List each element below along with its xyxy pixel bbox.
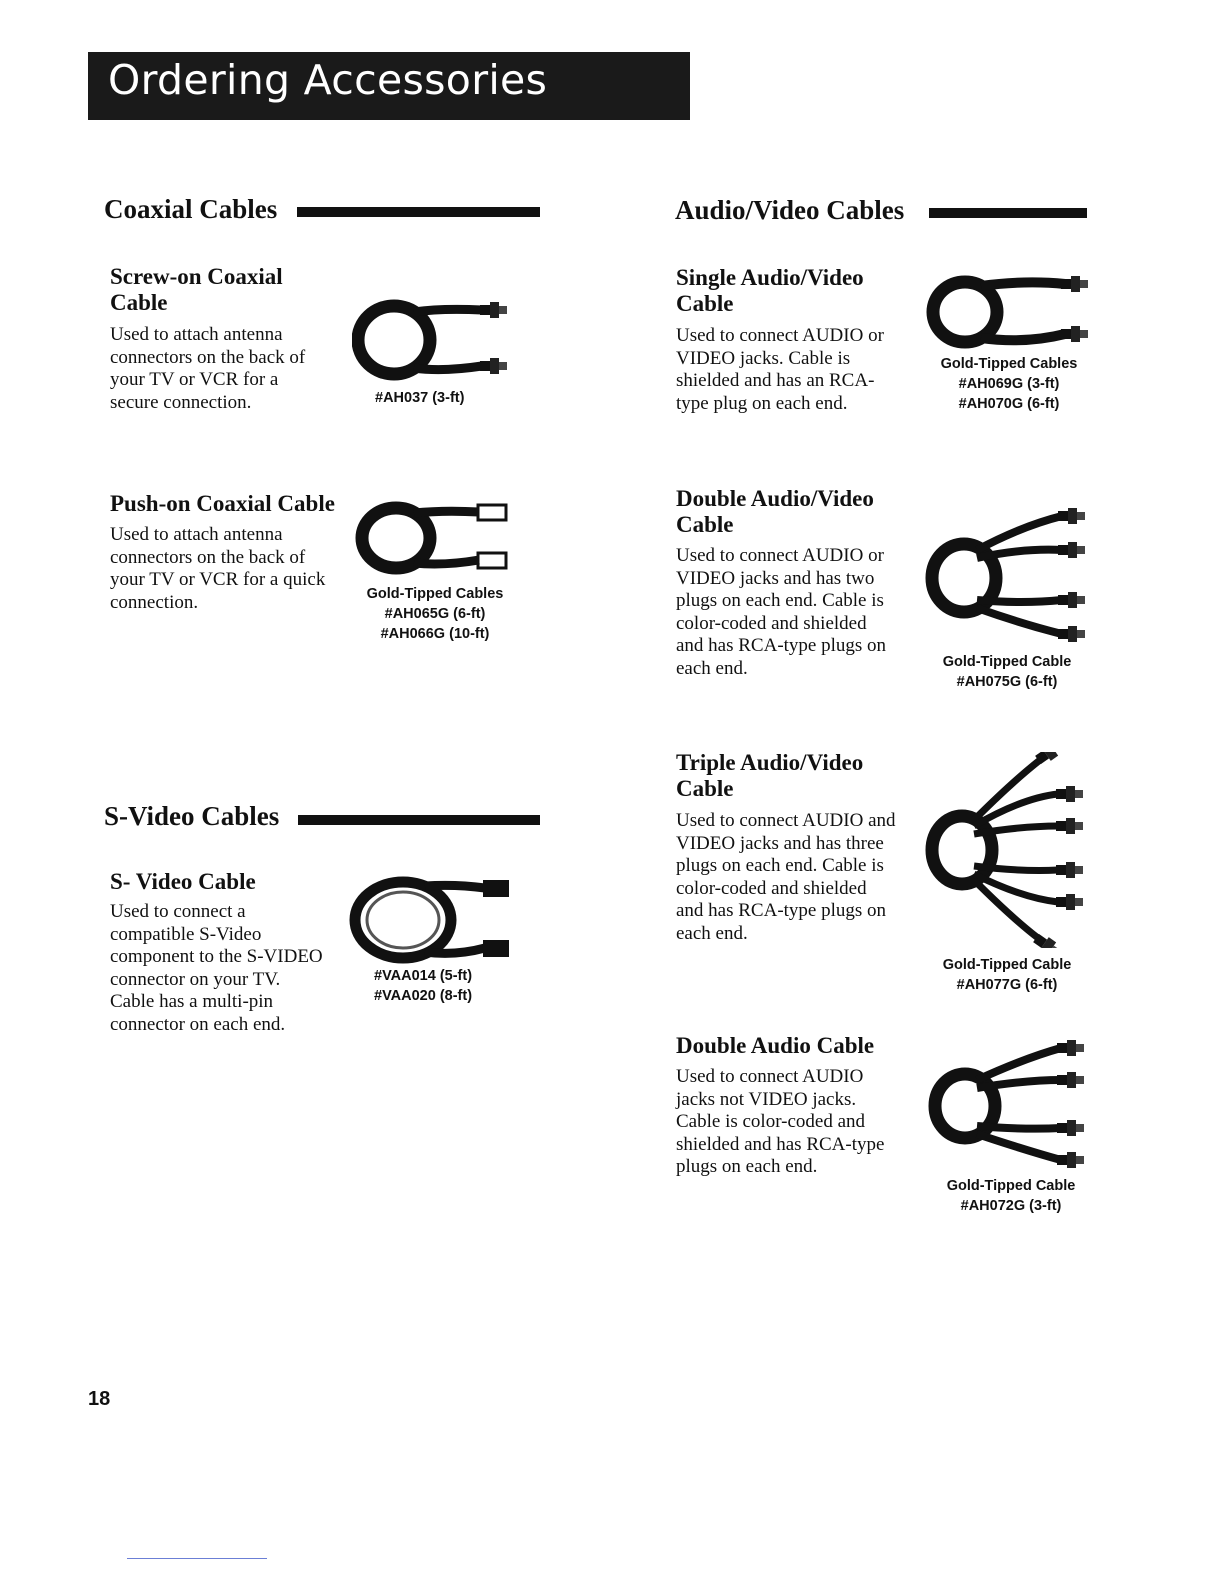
s-video-cable-title: S- Video Cable	[110, 869, 256, 894]
coaxial-cable-image	[352, 290, 512, 390]
push-on-coaxial-description: Used to attach antenna connectors on the back of your TV or VCR for a quick connection.	[110, 524, 326, 613]
s-video-cable-image	[345, 872, 525, 968]
page-title: Ordering Accessories	[108, 56, 548, 104]
double-av-description: Used to connect AUDIO or VIDEO jacks and has two plugs on each end. Cable is color-coded and shielded and has RCA-type plugs on each end.	[676, 545, 887, 679]
double-audio-description: Used to connect AUDIO jacks not VIDEO jacks. Cable is color-coded and shielded and has RCA-type plugs on each end.	[676, 1066, 885, 1177]
double-av-title: Double Audio/Video Cable	[676, 486, 874, 537]
single-av-cable-image	[925, 272, 1095, 352]
double-audio-title: Double Audio Cable	[676, 1033, 875, 1058]
triple-av-cable-image	[922, 752, 1092, 948]
double-av-parts: Gold-Tipped Cable #AH075G (6-ft)	[942, 654, 1072, 690]
triple-av-description: Used to connect AUDIO and VIDEO jacks and has three plugs on each end. Cable is color-coded and shielded and has RCA-type plugs on each end.	[676, 810, 896, 944]
s-video-cables-heading: S-Video Cables	[104, 801, 280, 831]
audio-video-cables-heading: Audio/Video Cables	[675, 195, 905, 225]
section-rule	[929, 208, 1087, 218]
double-audio-parts: Gold-Tipped Cable #AH072G (3-ft)	[946, 1178, 1076, 1214]
triple-av-parts: Gold-Tipped Cable #AH077G (6-ft)	[942, 957, 1072, 993]
triple-av-title: Triple Audio/Video Cable	[676, 750, 864, 801]
double-av-cable-image	[922, 506, 1092, 646]
single-av-title: Single Audio/Video Cable	[676, 265, 864, 316]
single-av-description: Used to connect AUDIO or VIDEO jacks. Cable is shielded and has an RCA- type plug on each end.	[676, 325, 884, 414]
push-on-coaxial-title: Push-on Coaxial Cable	[110, 491, 335, 516]
screw-on-coaxial-title: Screw-on Coaxial Cable	[110, 264, 283, 315]
double-audio-cable-image	[925, 1040, 1095, 1170]
screw-on-part-number: #AH037 (3-ft)	[375, 390, 465, 406]
single-av-parts: Gold-Tipped Cables #AH069G (3-ft) #AH070G (6-ft)	[940, 356, 1078, 412]
push-on-cable-image	[354, 496, 514, 582]
coaxial-cables-heading: Coaxial Cables	[104, 194, 278, 224]
page-number: 18	[88, 1388, 111, 1410]
footer-line	[127, 1558, 267, 1559]
section-rule	[298, 815, 540, 825]
s-video-parts: #VAA014 (5-ft) #VAA020 (8-ft)	[374, 968, 473, 1004]
s-video-cable-description: Used to connect a compatible S-Video component to the S-VIDEO connector on your TV. Cable has a multi-pin connector on each end.	[110, 901, 323, 1035]
section-rule	[297, 207, 540, 217]
screw-on-coaxial-description: Used to attach antenna connectors on the back of your TV or VCR for a secure connection.	[110, 324, 306, 413]
push-on-parts: Gold-Tipped Cables #AH065G (6-ft) #AH066G (10-ft)	[366, 586, 504, 642]
page-title-banner	[88, 52, 690, 120]
